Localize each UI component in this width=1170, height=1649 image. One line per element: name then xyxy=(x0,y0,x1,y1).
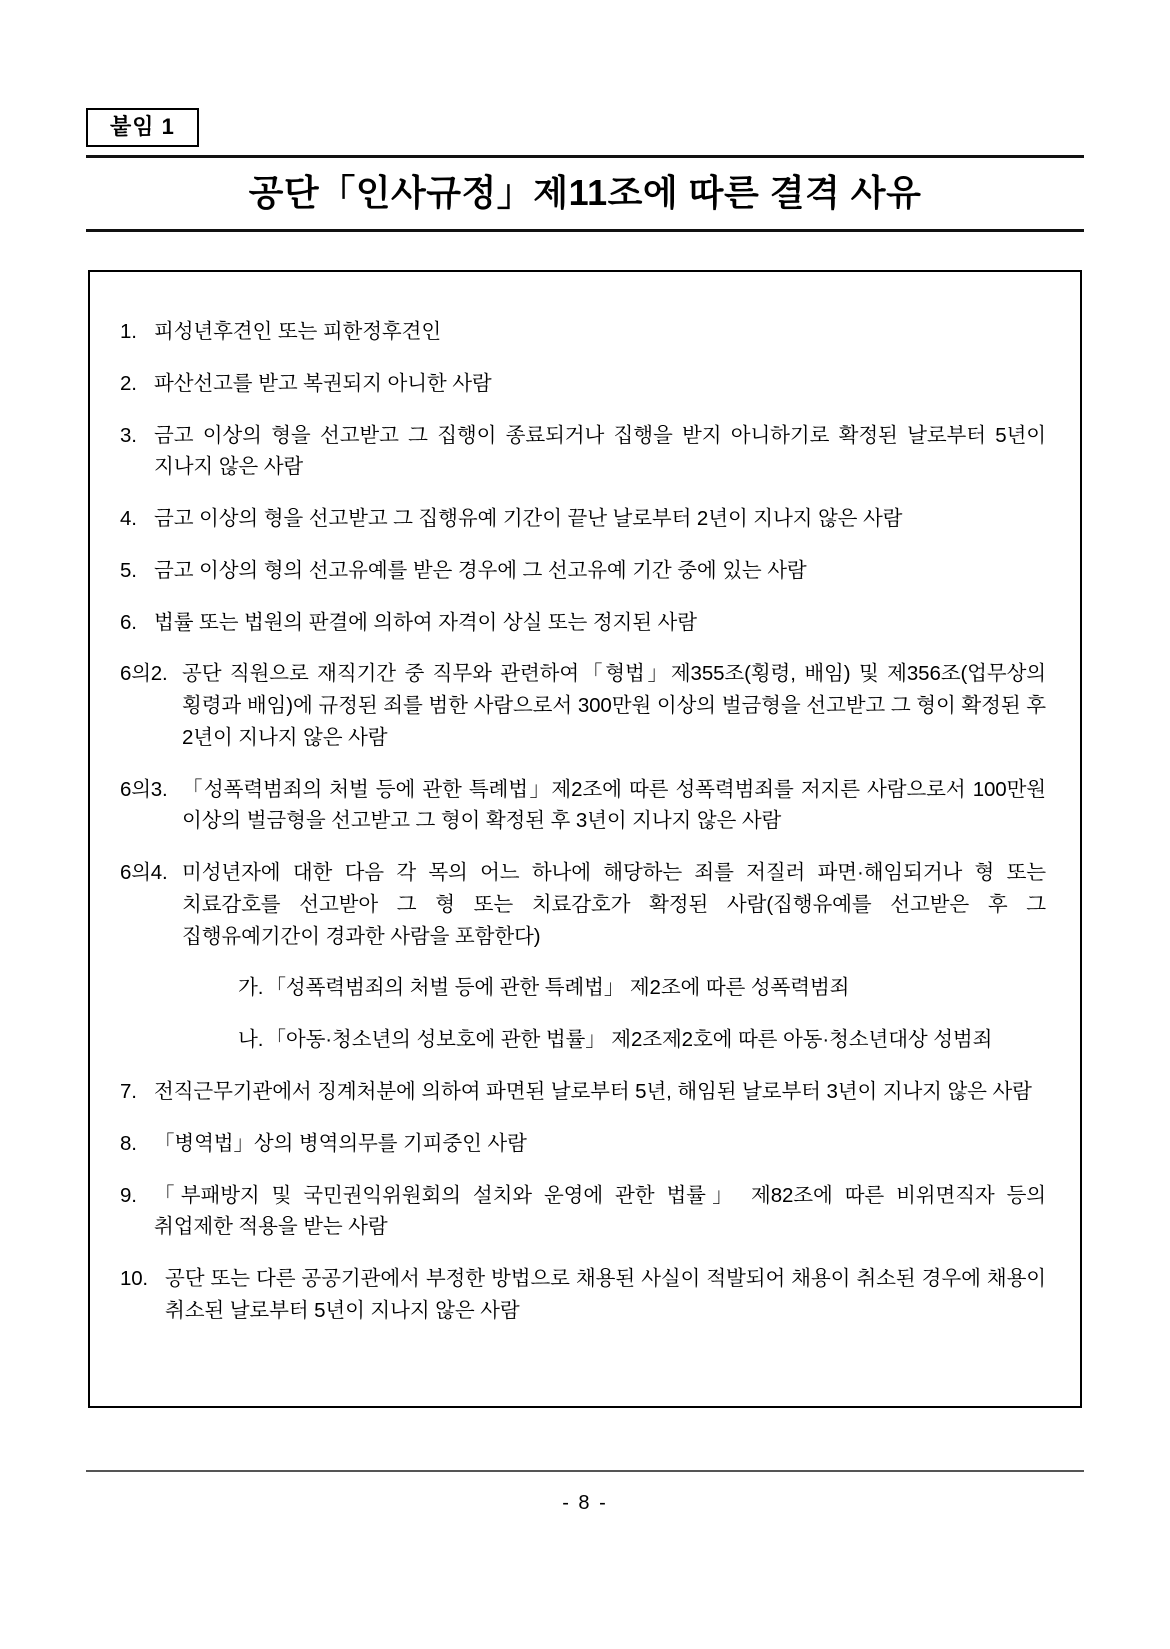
clause-number: 8. xyxy=(120,1131,137,1155)
clause-text: 「병역법」상의 병역의무를 기피중인 사람 xyxy=(154,1131,527,1155)
clause-item-10 xyxy=(120,1263,1046,1327)
clause-number: 6. xyxy=(120,610,137,634)
subclause-item-ga xyxy=(238,972,1046,1004)
subclause-item-na xyxy=(238,1024,1046,1056)
clause-text: 미성년자에 대한 다음 각 목의 어느 하나에 해당하는 죄를 저질러 파면·해임되거나 형 또는 치료감호를 선고받아 그 형 또는 치료감호가 확정된 사람(집행유예를 선고받은 후 그 집행유예기간이 경과한 사람을 포함한다) xyxy=(182,861,1046,948)
clause-text: 법률 또는 법원의 판결에 의하여 자격이 상실 또는 정지된 사람 xyxy=(154,610,697,634)
clause-item-3 xyxy=(120,420,1046,484)
subclause-text: 「아동·청소년의 성보호에 관한 법률」 제2조제2호에 따른 아동·청소년대상 성범죄 xyxy=(265,1028,993,1052)
clause-number: 6의2. xyxy=(120,662,168,686)
clause-number: 4. xyxy=(120,507,137,531)
clause-text: 금고 이상의 형의 선고유예를 받은 경우에 그 선고유예 기간 중에 있는 사람 xyxy=(154,558,807,582)
clause-number: 1. xyxy=(120,320,137,343)
clause-text: 「성폭력범죄의 처벌 등에 관한 특례법」제2조에 따른 성폭력범죄를 저지른 사람으로서 100만원 이상의 벌금형을 선고받고 그 형이 확정된 후 3년이 지나지 않은 사람 xyxy=(182,777,1046,833)
clause-text: 피성년후견인 또는 피한정후견인 xyxy=(154,320,442,343)
clause-item-6-2 xyxy=(120,658,1046,753)
clause-item-6 xyxy=(120,607,1046,639)
footer-divider xyxy=(86,1470,1084,1472)
title-block xyxy=(86,155,1084,232)
clause-number: 2. xyxy=(120,371,137,395)
clause-text: 금고 이상의 형을 선고받고 그 집행유예 기간이 끝난 날로부터 2년이 지나지 않은 사람 xyxy=(154,507,903,531)
clause-item-5 xyxy=(120,555,1046,587)
clause-number: 6의4. xyxy=(120,861,168,885)
clause-text: 파산선고를 받고 복권되지 아니한 사람 xyxy=(154,371,492,395)
clause-item-9 xyxy=(120,1180,1046,1244)
clause-item-7 xyxy=(120,1076,1046,1108)
clause-text: 「부패방지 및 국민권익위원회의 설치와 운영에 관한 법률」 제82조에 따른 비위면직자 등의 취업제한 적용을 받는 사람 xyxy=(154,1183,1046,1239)
clause-text: 공단 또는 다른 공공기관에서 부정한 방법으로 채용된 사실이 적발되어 채용이 취소된 경우에 채용이 취소된 날로부터 5년이 지나지 않은 사람 xyxy=(165,1267,1046,1322)
subclause-number: 나. xyxy=(238,1028,264,1052)
clause-text: 전직근무기관에서 징계처분에 의하여 파면된 날로부터 5년, 해임된 날로부터 3년이 지나지 않은 사람 xyxy=(154,1080,1032,1104)
page-number: - 8 - xyxy=(562,1492,608,1514)
clause-text: 공단 직원으로 재직기간 중 직무와 관련하여「형법」제355조(횡령, 배임) 및 제356조(업무상의 횡령과 배임)에 규정된 죄를 범한 사람으로서 300만원 이상의 벌금형을 선고받고 그 형이 확정된 후 2년이 지나지 않은 사람 xyxy=(182,662,1046,749)
clause-number: 5. xyxy=(120,558,137,582)
clause-item-6-3 xyxy=(120,774,1046,838)
clause-number: 3. xyxy=(120,423,137,447)
clause-number: 10. xyxy=(120,1267,148,1291)
subclause-text: 「성폭력범죄의 처벌 등에 관한 특례법」 제2조에 따른 성폭력범죄 xyxy=(265,976,850,1000)
clause-item-6-4 xyxy=(120,857,1046,952)
clause-number: 6의3. xyxy=(120,777,168,801)
clause-number: 7. xyxy=(120,1080,137,1104)
attachment-label: 붙임 1 xyxy=(86,108,199,147)
clause-item-4 xyxy=(120,503,1046,535)
clause-text: 금고 이상의 형을 선고받고 그 집행이 종료되거나 집행을 받지 아니하기로 확정된 날로부터 5년이 지나지 않은 사람 xyxy=(154,423,1046,479)
clause-item-1 xyxy=(120,316,1046,348)
subclause-number: 가. xyxy=(238,976,264,1000)
title-rule-bottom xyxy=(86,229,1084,232)
clause-list-box xyxy=(88,270,1082,1408)
clause-item-2 xyxy=(120,368,1046,400)
clause-number: 9. xyxy=(120,1183,137,1207)
page-title: 공단「인사규정」제11조에 따른 결격 사유 xyxy=(248,172,922,213)
clause-item-8 xyxy=(120,1128,1046,1160)
attachment-label-wrapper xyxy=(86,108,199,147)
